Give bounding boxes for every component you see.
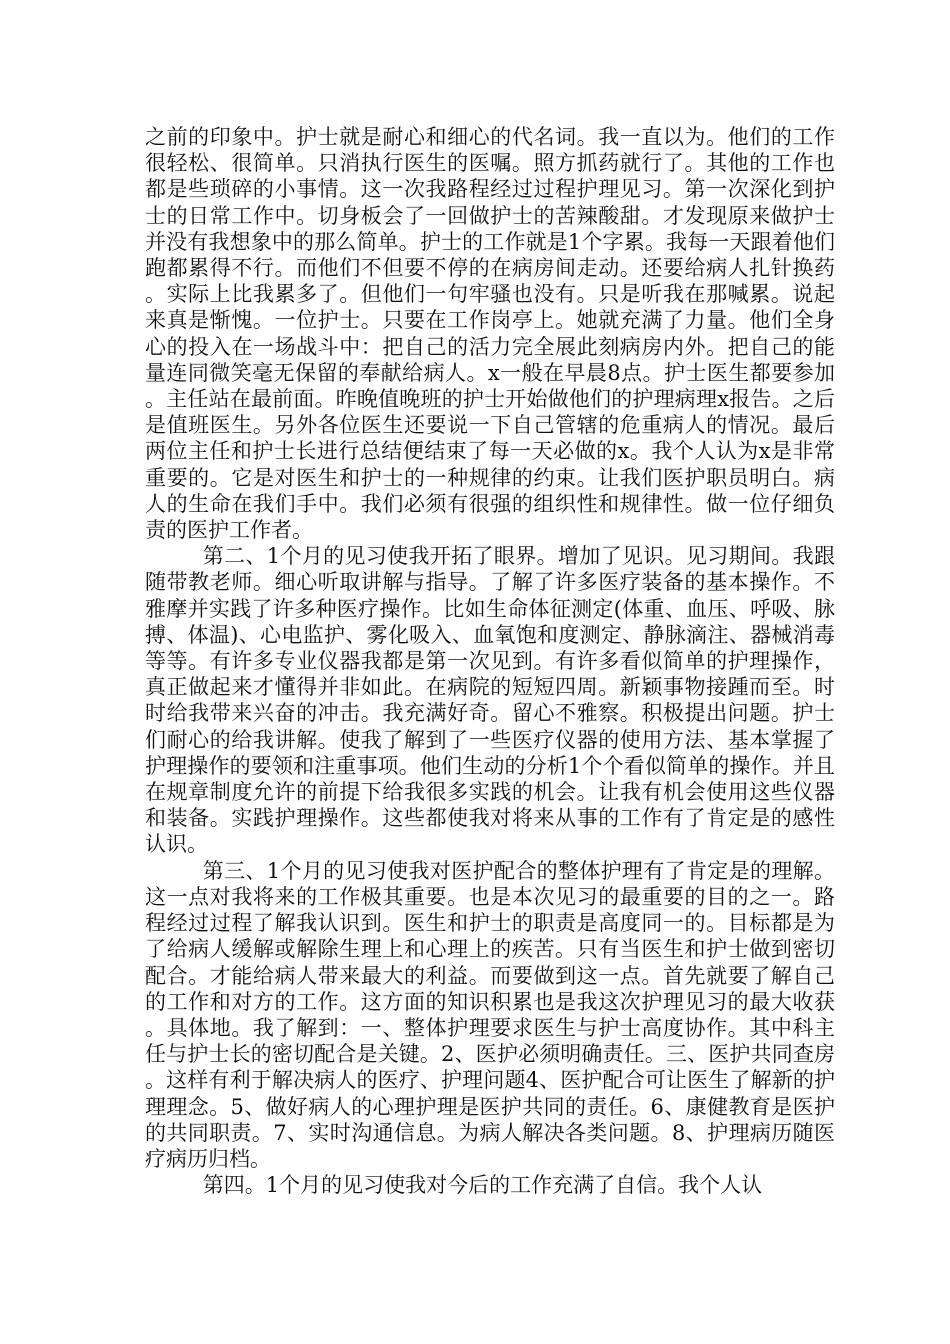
paragraph-second-broadened-horizons: 第二、1个月的见习使我开拓了眼界。增加了见识。见习期间。我跟随带教老师。细心听取讲解与指导。了解了许多医疗装备的基本操作。不雅摩并实践了许多种医疗操作。比如生命体征测定(体重、血压、呼吸、脉搏、体温)、心电监护、雾化吸入、血氧饱和度测定、静脉滴注、器械消毒等等。有许多专业仪器我都是第一次见到。有许多看似简单的护理操作，真正做起来才懂得并非如此。在病院的短短四周。新颖事物接踵而至。时时给我带来兴奋的冲击。我充满好奇。留心不雅察。积极提出问题。护士们耐心的给我讲解。使我了解到了一些医疗仪器的使用方法、基本掌握了护理操作的要领和注重事项。他们生动的分析1个个看似简单的操作。并且在规章制度允许的前提下给我很多实践的机会。让我有机会使用这些仪器和装备。实践护理操作。这些都使我对将来从事的工作有了肯定是的感性认识。 <box>145 544 835 857</box>
paragraph-third-doctor-nurse-cooperation: 第三、1个月的见习使我对医护配合的整体护理有了肯定是的理解。这一点对我将来的工作极其重要。也是本次见习的最重要的目的之一。路程经过过程了解我认识到。医生和护士的职责是高度同一的。目标都是为了给病人缓解或解除生理上和心理上的疾苦。只有当医生和护士做到密切配合。才能给病人带来最大的利益。而要做到这一点。首先就要了解自己的工作和对方的工作。这方面的知识积累也是我这次护理见习的最大收获。具体地。我了解到：一、整体护理要求医生与护士高度协作。其中科主任与护士长的密切配合是关键。2、医护必须明确责任。三、医护共同查房。这样有利于解决病人的医疗、护理问题4、医护配合可让医生了解新的护理理念。5、做好病人的心理护理是医护共同的责任。6、康健教育是医护的共同职责。7、实时沟通信息。为病人解决各类问题。8、护理病历随医疗病历归档。 <box>145 858 835 1171</box>
document-body <box>145 124 835 1198</box>
paragraph-fourth-confidence: 第四。1个月的见习使我对今后的工作充满了自信。我个人认 <box>202 1173 763 1198</box>
paragraph-impressions: 之前的印象中。护士就是耐心和细心的代名词。我一直以为。他们的工作很轻松、很简单。只消执行医生的医嘱。照方抓药就行了。其他的工作也都是些琐碎的小事情。这一次我路程经过过程护理见习。第一次深化到护士的日常工作中。切身板会了一回做护士的苦辣酸甜。才发现原来做护士并没有我想象中的那么简单。护士的工作就是1个字累。我每一天跟着他们跑都累得不行。而他们不但要不停的在病房间走动。还要给病人扎针换药。实际上比我累多了。但他们一句牢骚也没有。只是听我在那喊累。说起来真是惭愧。一位护士。只要在工作岗亭上。她就充满了力量。他们全身心的投入在一场战斗中：把自己的活力完全展此刻病房内外。把自己的能量连同微笑毫无保留的奉献给病人。x一般在早晨8点。护士医生都要参加。主任站在最前面。昨晚值晚班的护士开始做他们的护理病理x报告。之后是值班医生。另外各位医生还要说一下自己管辖的危重病人的情况。最后两位主任和护士长进行总结便结束了每一天必做的x。我个人认为x是非常重要的。它是对医生和护士的一种规律的约束。让我们医护职员明白。病人的生命在我们手中。我们必须有很强的组织性和规律性。做一位仔细负责的医护工作者。 <box>145 125 835 543</box>
